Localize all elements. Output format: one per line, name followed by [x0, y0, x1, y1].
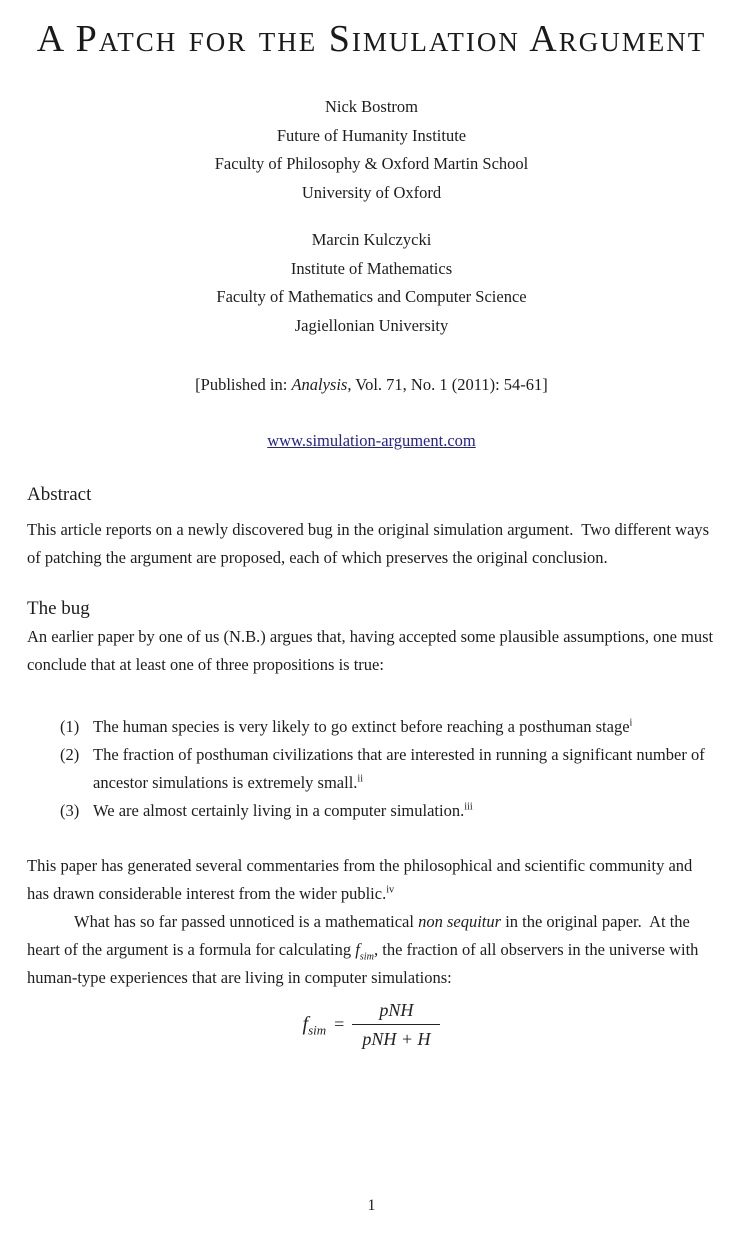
page-number: 1: [367, 1197, 376, 1214]
formula-equals-sign: =: [334, 1014, 345, 1034]
list-item-number: (2): [60, 745, 80, 764]
publication-info: [27, 371, 716, 399]
author-block-kulczycki: [27, 226, 716, 340]
fsim-formula: [27, 998, 716, 1051]
author-affiliation: Future of Humanity Institute: [276, 125, 467, 145]
abstract-heading: Abstract: [27, 484, 92, 505]
formula-numerator: pNH: [352, 998, 440, 1025]
bug-intro-paragraph: An earlier paper by one of us (N.B.) argues that, having accepted some plausible assumptions, one must conclude that at least one of three propositions is true:: [27, 627, 718, 674]
page-title: A Patch for the Simulation Argument: [36, 18, 707, 60]
bug-section-heading: The bug: [27, 598, 90, 619]
formula-fraction: [352, 998, 440, 1051]
author-affiliation: Institute of Mathematics: [290, 258, 453, 278]
list-item-proposition-2: [27, 741, 716, 797]
publication-suffix: , Vol. 71, No. 1 (2011): 54-61]: [347, 375, 548, 394]
author-affiliation: Faculty of Philosophy & Oxford Martin School: [214, 154, 529, 173]
author-block-bostrom: [27, 93, 716, 207]
author-name: Marcin Kulczycki: [311, 230, 432, 249]
document-page: [0, 14, 743, 1239]
formula-denominator: pNH + H: [362, 1029, 431, 1049]
formula-lhs: $f_{sim}$: [302, 1013, 327, 1038]
list-item-proposition-1: [27, 713, 716, 741]
list-item-proposition-3: [27, 797, 716, 825]
author-affiliation: Faculty of Mathematics and Computer Science: [216, 287, 527, 306]
list-item-text: We are almost certainly living in a computer simulation.$^{iii}$: [93, 801, 473, 820]
list-item-number: (3): [60, 801, 80, 820]
abstract-paragraph: This article reports on a newly discovered bug in the original simulation argument. Two different ways of patching the argument are proposed, each of which preserves the original conclusion.: [27, 520, 714, 567]
propositions-list: [27, 713, 716, 825]
commentaries-paragraph: This paper has generated several commentaries from the philosophical and scientific community and has drawn considerable interest from the wider public.$^{iv}$: [27, 856, 697, 903]
list-item-text: The fraction of posthuman civilizations that are interested in running a significant number of ancestor simulations is extremely small.$^{ii}$: [93, 745, 709, 792]
author-affiliation: Jagiellonian University: [294, 315, 449, 335]
journal-name: Analysis: [291, 375, 348, 394]
non-sequitur-paragraph: What has so far passed unnoticed is a mathematical non sequitur in the original paper. At the heart of the argument is a formula for calculating $f_{sim}$, the fraction of all observers in the universe with human-type experiences that are living in computer simulations:: [27, 912, 703, 987]
list-item-text: The human species is very likely to go extinct before reaching a posthuman stage$^i$: [93, 717, 633, 736]
website-link[interactable]: www.simulation-argument.com: [267, 431, 476, 450]
list-item-number: (1): [60, 717, 80, 736]
author-name: Nick Bostrom: [324, 97, 419, 116]
author-affiliation: University of Oxford: [301, 182, 442, 202]
website-link-row: [27, 427, 716, 455]
publication-prefix: [Published in:: [195, 375, 292, 394]
